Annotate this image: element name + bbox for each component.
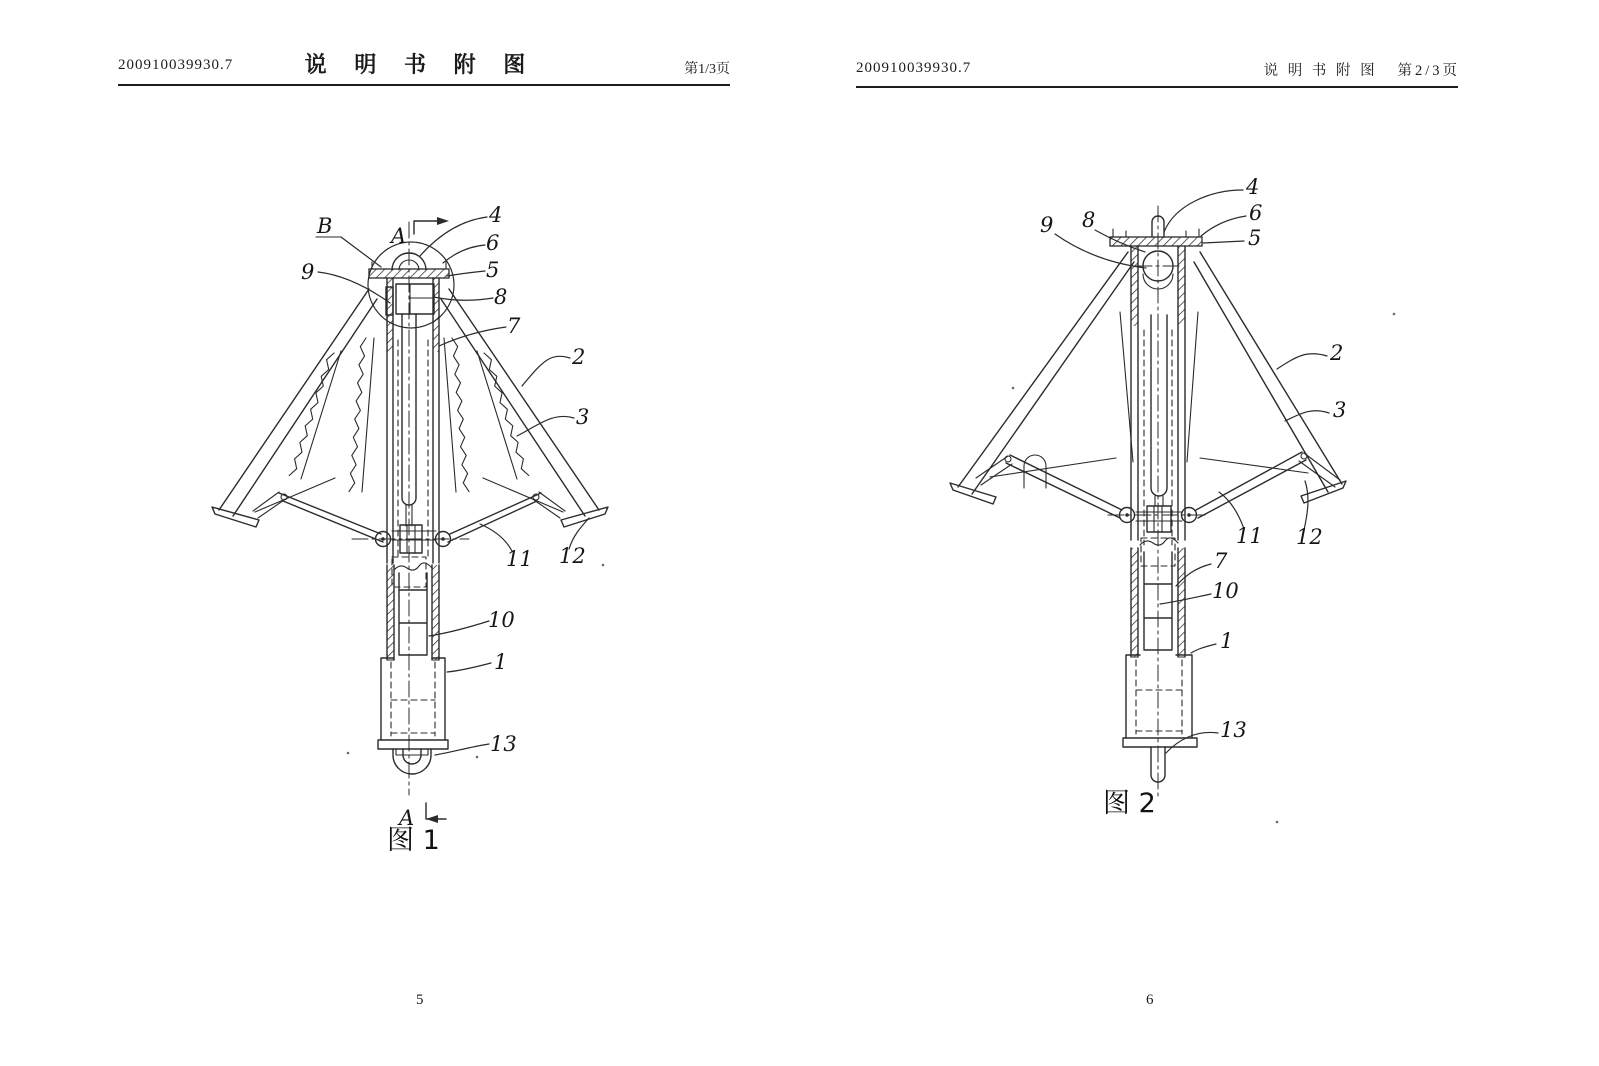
- fig1-callout-1: 1: [494, 650, 508, 674]
- fig1-callout-11: 11: [506, 547, 533, 571]
- fig2-callout-6: 6: [1249, 201, 1263, 225]
- right-patent-number: 200910039930.7: [856, 60, 972, 76]
- fig1-callout-B: B: [317, 214, 333, 238]
- fig2-caption: 图 2: [1103, 788, 1156, 819]
- fig2-callout-7: 7: [1214, 549, 1228, 573]
- fig2-callout-5: 5: [1248, 226, 1262, 250]
- left-patent-number: 200910039930.7: [118, 57, 234, 73]
- left-doc-title: 说 明 书 附 图: [304, 53, 536, 78]
- right-page-indicator: 第2/3页: [1397, 63, 1460, 79]
- fig1-callout-6: 6: [486, 231, 500, 255]
- fig2-callout-12: 12: [1296, 525, 1323, 549]
- fig1-callout-9: 9: [301, 260, 315, 284]
- fig2-callout-4: 4: [1246, 175, 1260, 199]
- right-doc-title: 说 明 书 附 图: [1263, 63, 1378, 79]
- figure-2: [950, 175, 1346, 819]
- fig2-callout-1: 1: [1220, 629, 1234, 653]
- fig1-callout-10: 10: [488, 608, 515, 632]
- fig1-callout-13: 13: [490, 732, 517, 756]
- right-page-number: 6: [1146, 992, 1154, 1008]
- fig1-callout-4: 4: [489, 203, 503, 227]
- fig1-callout-7: 7: [507, 314, 521, 338]
- fig1-callout-5: 5: [486, 258, 500, 282]
- figure-1: [212, 203, 608, 856]
- fig1-callout-2: 2: [572, 345, 586, 369]
- left-page-number: 5: [416, 992, 424, 1008]
- fig1-callout-12: 12: [559, 544, 586, 568]
- fig1-callout-3: 3: [576, 405, 590, 429]
- fig2-callout-3: 3: [1333, 398, 1347, 422]
- fig1-callout-A-bottom: A: [399, 806, 415, 830]
- fig2-callout-9: 9: [1040, 213, 1054, 237]
- fig2-callout-13: 13: [1220, 718, 1247, 742]
- fig1-caption: 图 1: [387, 825, 440, 856]
- fig2-callout-2: 2: [1330, 341, 1344, 365]
- fig2-callout-11: 11: [1236, 524, 1263, 548]
- fig1-callout-8: 8: [494, 285, 508, 309]
- left-page-indicator: 第1/3页: [684, 62, 730, 77]
- fig2-callout-10: 10: [1212, 579, 1239, 603]
- fig1-callout-A-top: A: [391, 224, 407, 248]
- fig2-callout-8: 8: [1082, 208, 1096, 232]
